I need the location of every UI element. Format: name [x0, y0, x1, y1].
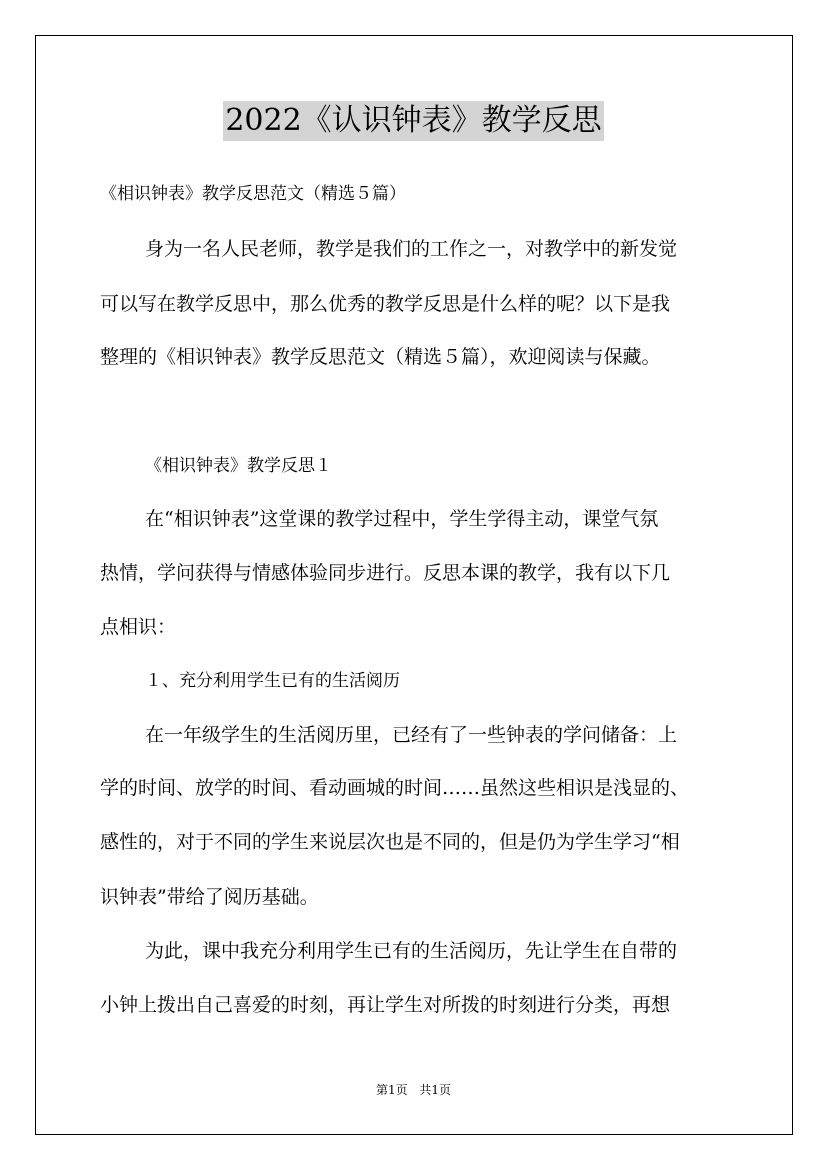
para3-line-2: 小钟上拨出自己喜爱的时刻，再让学生对所拨的时刻进行分类，再想: [100, 994, 671, 1016]
para2-line-2: 学的时间、放学的时间、看动画城的时间……虽然这些相识是浅显的、: [100, 777, 690, 799]
intro-line-2: 可以写在教学反思中，那么优秀的教学反思是什么样的呢？以下是我: [100, 293, 671, 315]
para2-line-1: 在一年级学生的生活阅历里，已经有了一些钟表的学问储备：上: [145, 724, 678, 746]
intro-line-1: 身为一名人民老师，教学是我们的工作之一，对教学中的新发觉: [145, 238, 678, 260]
document-subtitle: 《相识钟表》教学反思范文（精选５篇）: [100, 184, 406, 204]
list-heading: １、充分利用学生已有的生活阅历: [145, 671, 400, 691]
page-total: 共1页: [419, 1083, 452, 1097]
title-container: [0, 101, 827, 141]
para2-line-4: 识钟表”带给了阅历基础。: [100, 886, 319, 908]
para3-line-1: 为此，课中我充分利用学生已有的生活阅历，先让学生在自带的: [145, 940, 678, 962]
section-heading: 《相识钟表》教学反思１: [145, 456, 332, 476]
page-number: 第1页: [375, 1083, 408, 1097]
para1-line-2: 热情，学问获得与情感体验同步进行。反思本课的教学，我有以下几: [100, 562, 671, 584]
page-footer: [0, 1082, 827, 1098]
para1-line-1: 在“相识钟表”这堂课的教学过程中，学生学得主动，课堂气氛: [145, 508, 659, 530]
intro-line-3: 整理的《相识钟表》教学反思范文（精选５篇），欢迎阅读与保藏。: [100, 346, 661, 368]
para1-line-3: 点相识：: [100, 616, 177, 638]
document-title: 2022《认识钟表》教学反思: [223, 101, 603, 141]
para2-line-3: 感性的，对于不同的学生来说层次也是不同的，但是仍为学生学习“相: [100, 831, 680, 853]
